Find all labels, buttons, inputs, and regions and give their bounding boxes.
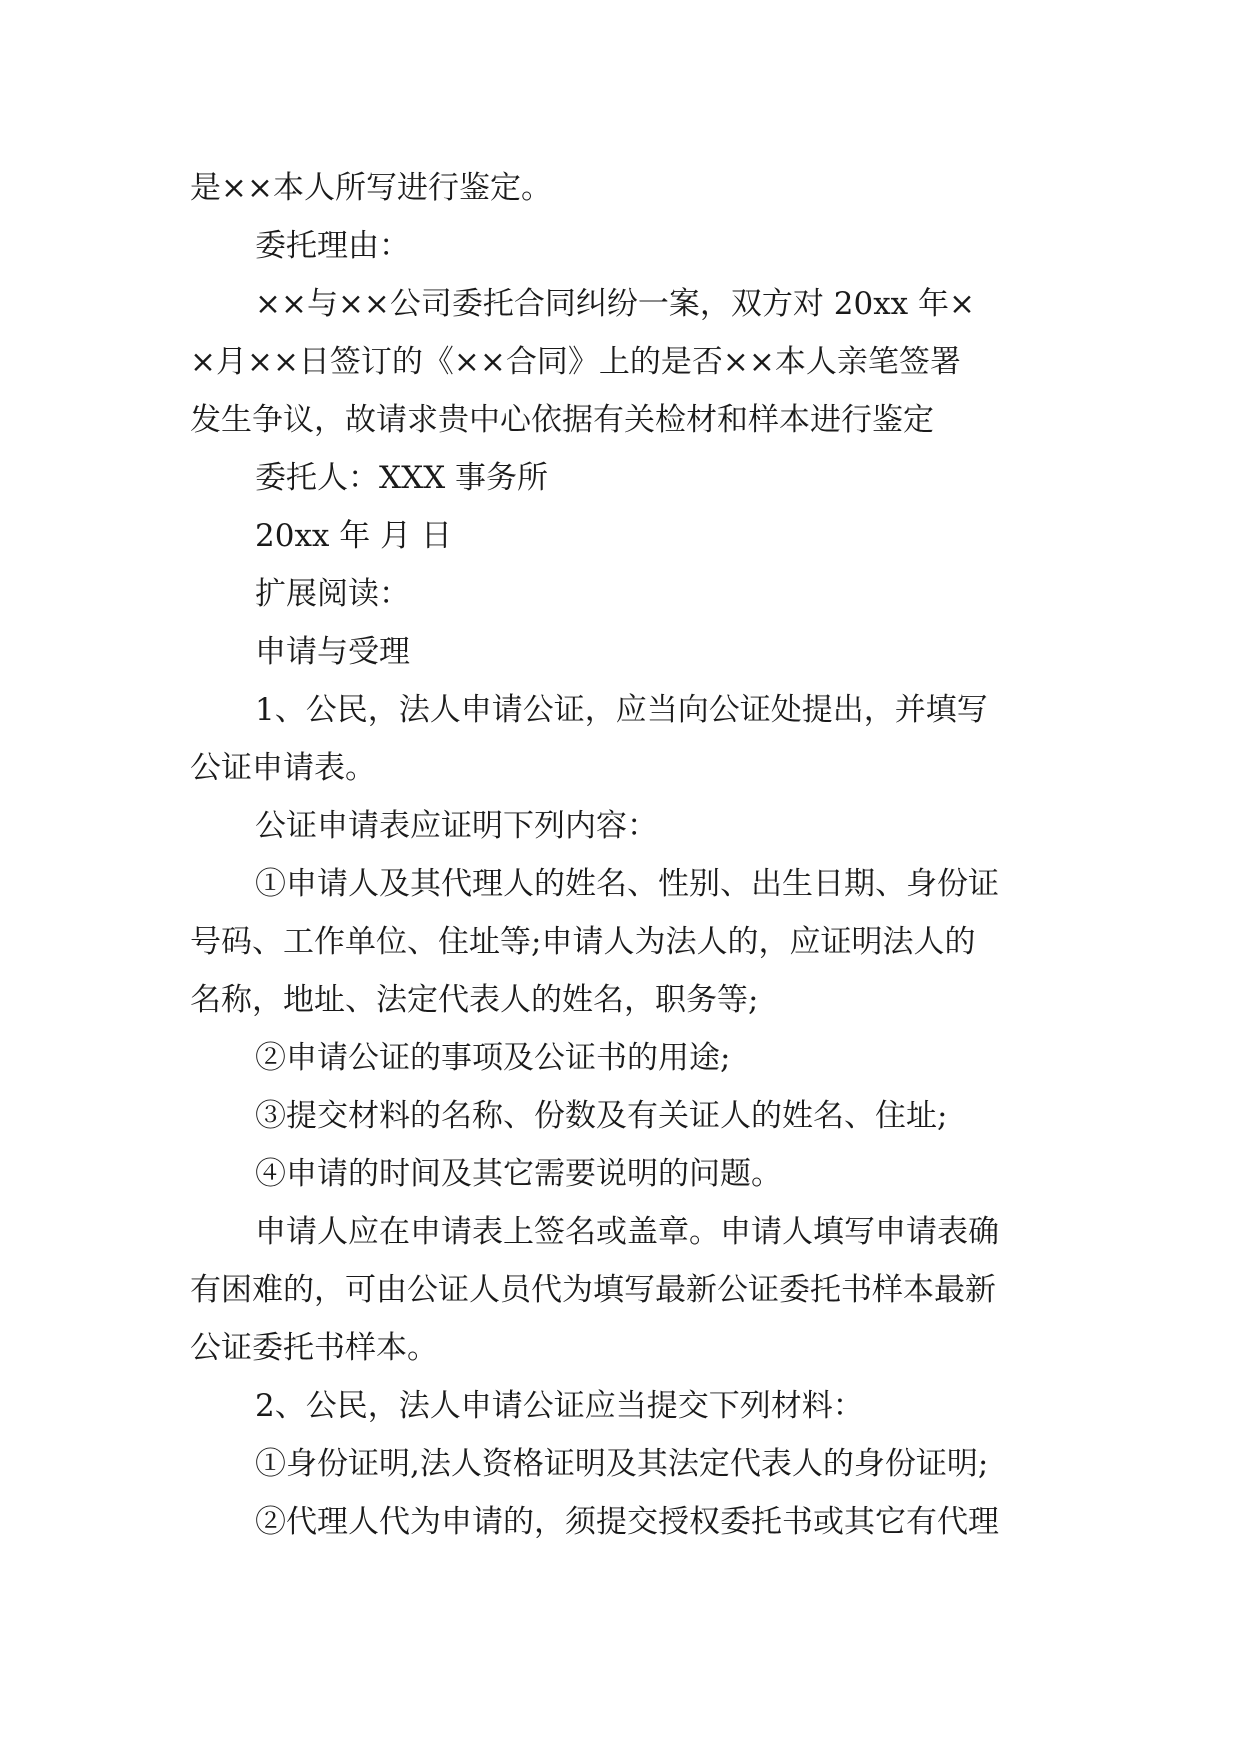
text-line: 申请与受理 (255, 634, 410, 670)
text-line: ③提交材料的名称、份数及有关证人的姓名、住址; (255, 1098, 948, 1134)
text-line: 名称，地址、法定代表人的姓名，职务等; (190, 982, 759, 1018)
text-line: 委托人：XXX 事务所 (255, 460, 549, 496)
text-line: 号码、工作单位、住址等;申请人为法人的，应证明法人的 (190, 924, 976, 960)
text-line: 1、公民，法人申请公证，应当向公证处提出，并填写 (255, 692, 988, 728)
text-line: 公证申请表。 (190, 750, 376, 786)
text-line: 发生争议，故请求贵中心依据有关检材和样本进行鉴定 (190, 402, 934, 438)
text-line: 2、公民，法人申请公证应当提交下列材料： (255, 1388, 864, 1424)
text-line: ×月××日签订的《××合同》上的是否××本人亲笔签署 (190, 344, 961, 380)
text-line: 是××本人所写进行鉴定。 (190, 170, 552, 206)
text-line: 有困难的，可由公证人员代为填写最新公证委托书样本最新 (190, 1272, 996, 1308)
text-line: ②申请公证的事项及公证书的用途; (255, 1040, 731, 1076)
text-line: 公证申请表应证明下列内容： (255, 808, 658, 844)
text-line: 公证委托书样本。 (190, 1330, 438, 1366)
text-line: ②代理人代为申请的，须提交授权委托书或其它有代理 (255, 1504, 999, 1540)
text-line: ①身份证明,法人资格证明及其法定代表人的身份证明; (255, 1446, 989, 1482)
text-line: 扩展阅读： (255, 576, 410, 612)
text-line: ①申请人及其代理人的姓名、性别、出生日期、身份证 (255, 866, 999, 902)
text-line: ××与××公司委托合同纠纷一案，双方对 20xx 年× (255, 286, 975, 322)
text-line: 申请人应在申请表上签名或盖章。申请人填写申请表确 (255, 1214, 999, 1250)
text-line: ④申请的时间及其它需要说明的问题。 (255, 1156, 782, 1192)
text-line: 20xx 年 月 日 (255, 518, 452, 554)
text-line: 委托理由： (255, 228, 410, 264)
